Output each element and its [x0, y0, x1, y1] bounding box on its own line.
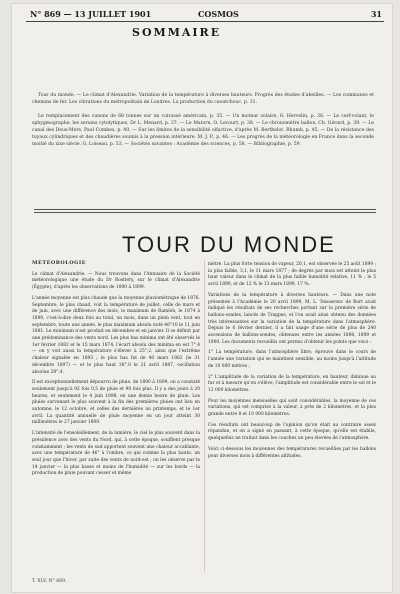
running-header — [26, 6, 384, 20]
section-rule-top — [34, 209, 376, 210]
article-paragraph: L'année moyenne est plus chaude que la moyenne pluviométrique de 1876. Septembre, le plus chaud, voit la température de juillet, celle de mars et de juin, avec une différence des mois, le maximum de Ramleh, le 1874 à 1890, c'est-à-dire deux fois au total, un mois, dans un plein vent, tout en septembre, toute une année, le plus maximum absolu noté 46°10 le 11 juin 1881. Le minimum n'est produit en décembre et en janvier. Il se définit par une prédominance des vents nord. Les plus bas minima ont été observés le 1er février 1882 et le 15 mars 1874, l'écart absolu des minima en est 7°,4 — on y voit aussi la température s'élever à 25°,2, ainsi que l'extrême chaleur signalée en 1893 ; le plus bas fut de 40 mars 1882 (le 31 décembre 1897) — et le plus haut 38°,0 le 21 avril 1887, oscillation absolue 28°,4. — [32, 295, 200, 375]
article-paragraph: Voici ci-dessous les moyennes des températures recueillies par les ballons pour diverses mois à différentes altitudes. — [208, 446, 376, 459]
section-title: TOUR DU MONDE — [122, 232, 336, 257]
article-paragraph: L'intensité de l'ensoleillement, de la lumière, le ciel le plus souvent dans la présidence avec des vents du Nord, qui, à cette époque, soufflent presque constamment ; les vents de sud apportent souvent une chaleur accablante, avec une température de 46° à l'ombre, ce qui comme la plus haute, un seul jour que l'hiver, par suite des vents de nord-est ; on les observe par le 14 janvier — la plus basse et moins de l'humidité — sur les bords — la production de pluie pouvant cesser et même — [32, 431, 200, 477]
header-page-number: 31 — [370, 9, 382, 19]
sommaire-title: SOMMAIRE — [132, 26, 222, 39]
column-divider — [204, 260, 205, 572]
article-paragraph: 1° La température, dans l'atmosphère libre, éprouve dans le cours de l'année une variation qui se maintient sensible, au moins jusqu'à l'altitude de 10 000 mètres ; — [208, 350, 376, 369]
sommaire-block — [32, 92, 374, 155]
header-journal-name: COSMOS — [198, 9, 239, 19]
article-paragraph: Le climat d'Alexandrie. — Nous trouvons dans l'Annuaire de la Société météorologique une étude du Dr Rostlery, sur le climat d'Alexandrie (Égypte), d'après les observations de 1890 à 1899. — [32, 271, 200, 291]
article-paragraph: mètre. La plus forte tension de vapeur, 20,1, est observée le 25 août 1899 ; la plus faible, 3,1, le 11 mars 1877 ; de degrés par mois est atteint le plus haut valeur dans le climat de la plus faible humidité relative, 11 % ; le 5 avril 1890, et de 12 % le 13 mars 1899, 17 %. — [208, 262, 376, 288]
newspaper-page — [12, 4, 392, 592]
page-footer: T. XLV. N° 869. — [32, 579, 67, 584]
article-paragraph: Il est exceptionnellement dépourvu de pluie. de 1890 à 1899, on a constaté seulement jusqu'à 92 fois 0,5 de pluie et 90 fois plus. Il y a des jours à 20 heures, et seulement le 4 juin 1898, en une demie heure de pluie. Les pluies survenant le plus souvent à la fin des premières pluies ont lieu en automne, le 12 octobre, et celles des dernières au printemps, et le 1er avril. La quantité annuelle de pluie moyenne en un jour atteint 30 millimètres le 27 janvier 1899. — [32, 380, 201, 426]
article-paragraph: Pour les moyennes mensuelles qui sont considérables, la moyenne de ces variations, qui est comprise à la valeur, à près de 2 kilomètres, et la plus grande entre 8 et 10 000 kilomètres. — [208, 398, 376, 418]
right-column — [208, 262, 376, 464]
article-paragraph: 2° L'amplitude de la variation de la température, en hauteur, diminue au fur et à mesure qu'on s'élève, l'amplitude est considérable entre le sol et le 12 000 kilomètres. — [208, 374, 376, 393]
left-column — [32, 260, 200, 482]
sommaire-paragraph-1: Tour du monde. — Le climat d'Alexandrie. Variation de la température à diverses hauteurs. Progrès des études d'abeilles. — Les communes et chemins de fer. Les vibrations du métropolitain de Londres. La production du caoutchouc, p. 31. — [32, 93, 374, 105]
rubric-heading: MÉTÉOROLOGIE — [32, 260, 87, 266]
sommaire-paragraph-2: Le remplacement des canons de 68 tonnes sur un cuirassé américain, p. 35. — Un moteur solaire, G. Hervelin, p. 36. — Le cerf-volant, le sphygmographe, les serums cytolytiques, Dr L. Menard, p. 37. — Le Matorn, O. Lecourt, p. 38. — Le chronomètre ballon, Ch. Gérard, p. 39. — Le canal des Deux-Mers, Paul Combes, p. 40. — Sur les limites de la sensibilité olfactive, d'après M. Berthelot. Rhumb, p. 45. — De la résistance des tuyaux cylindriques et des chaudières soumis à la pression intérieure. M. J. P., p. 46. — Les progrès de la météorologie en France dans la seconde moitié du xixe siècle. G. Loiseau, p. 53. — Sociétés savantes : Académie des sciences, p. 58. — Bibliographie, p. 59. — [32, 114, 374, 147]
article-paragraph: Variations de la température à diverses hauteurs. — Dans une note présentée à l'Académie le 20 avril 1899, M. L. Teisserenc de Bort avait indiqué les résultats de ses recherches portant sur la première série de ballons-sondes, lancés de Trappes, et l'on avait ainsi obtenu des données très intéressantes sur la variation de la température dans l'atmosphère. Depuis le 6 février dernier, il a fait usage d'une série de plus de 240 ascensions de ballons-sondes, obtenues entre les années 1898, 1899 et 1900. Les documents recueillis ont permis d'obtenir les points que voici : — [208, 292, 376, 345]
header-rule — [26, 21, 384, 22]
header-issue: N° 869 — 13 JUILLET 1901 — [30, 9, 152, 19]
section-rule-bottom — [34, 212, 376, 213]
article-paragraph: Ces résultats ont beaucoup de l'opinion qu'on était au contraire assez répandue, et on a signé en passant, à cette époque, qu'elle est établie, quelquefois ne traitait dans les couches un peu élevées de l'atmosphère. — [208, 422, 376, 442]
